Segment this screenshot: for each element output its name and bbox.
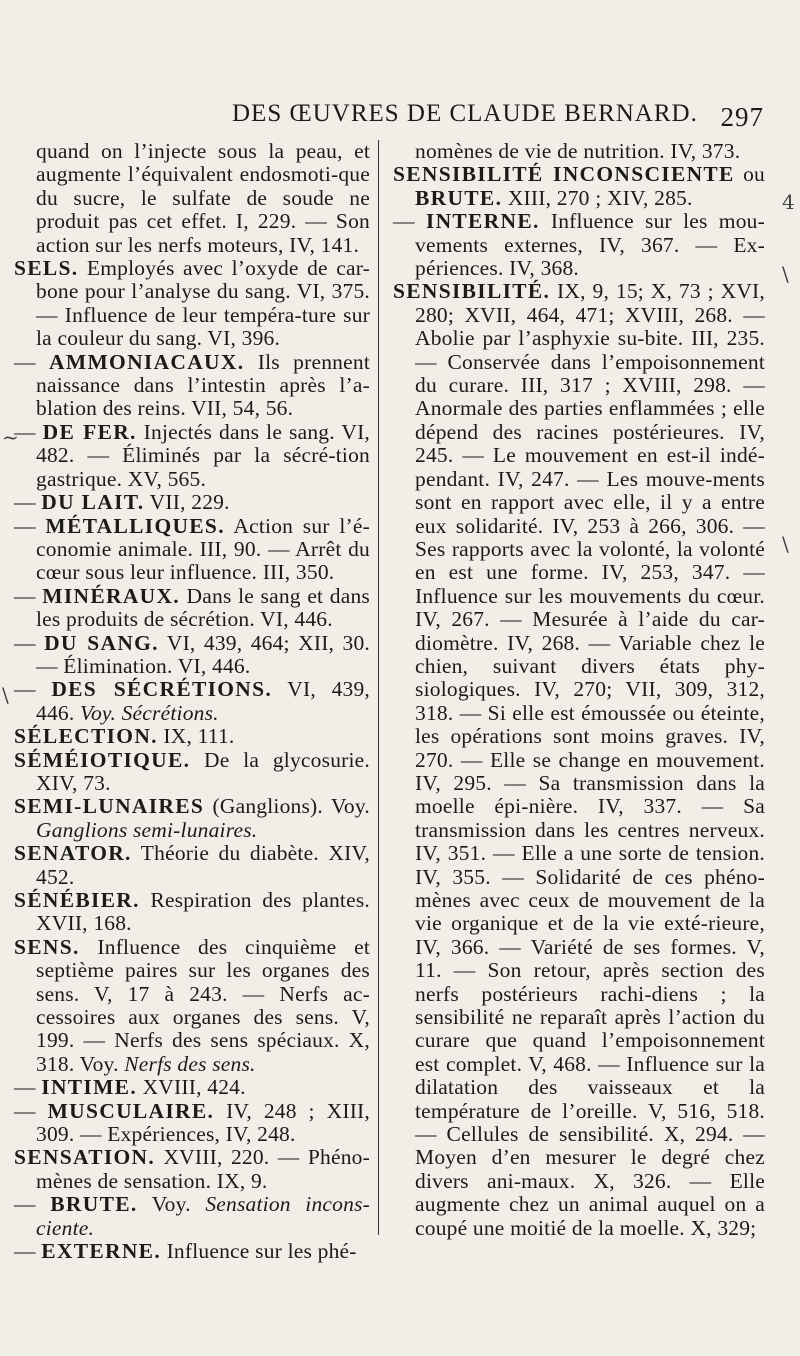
entry-dash: — bbox=[14, 677, 52, 702]
index-entry bbox=[393, 210, 765, 280]
entry-dash: — bbox=[14, 1239, 42, 1264]
index-entry bbox=[14, 842, 370, 889]
entry-text: IX, 111. bbox=[157, 724, 235, 749]
entry-text: XIII, 270 ; XIV, 285. bbox=[502, 185, 693, 210]
entry-heading: BRUTE. bbox=[415, 185, 503, 210]
entry-heading: SÉNÉBIER. bbox=[14, 888, 140, 912]
entry-dash: — bbox=[14, 419, 43, 444]
entry-text: Employés avec l’oxyde de car-bone pour l’analyse du sang. VI, 375. — Influence de leur tempéra-ture sur la couleur du sang. VI, 396. bbox=[36, 256, 370, 351]
entry-text: Respiration des plantes. XVII, 168. bbox=[36, 888, 370, 936]
right-column bbox=[393, 140, 765, 1240]
entry-text: Voy. bbox=[137, 1192, 206, 1217]
margin-mark-right-mid1: \ bbox=[782, 262, 789, 286]
index-entry bbox=[14, 678, 370, 725]
index-entry bbox=[14, 936, 370, 1076]
entry-text: Théorie du diabète. XIV, 452. bbox=[36, 841, 370, 889]
index-entry bbox=[14, 140, 370, 257]
entry-heading: SENATOR. bbox=[14, 841, 132, 866]
left-column bbox=[14, 140, 370, 1264]
entry-text: Injectés dans le sang. VI, 482. — Éliminés par la sécré-tion gastrique. XV, 565. bbox=[36, 419, 371, 491]
entry-text: nomènes de vie de nutrition. IV, 373. bbox=[415, 139, 741, 163]
entry-dash: — bbox=[14, 583, 43, 608]
entry-text: Influence des cinquième et septième paires sur les organes des sens. V, 17 à 243. — Nerfs ac-cessoires aux organes des sens. V, 199. — Nerfs des sens spéciaux. X, 318. Voy. bbox=[36, 934, 370, 1076]
entry-text: Ils prennent naissance dans l’intestin après l’a-blation des reins. VII, 54, 56. bbox=[36, 349, 370, 421]
index-entry bbox=[14, 749, 370, 796]
margin-mark-right-mid2: \ bbox=[782, 532, 789, 556]
margin-mark-selection: ~ bbox=[2, 425, 19, 449]
index-entry bbox=[14, 725, 370, 748]
index-entry bbox=[14, 1100, 370, 1147]
index-entry bbox=[14, 585, 370, 632]
entry-heading: SENSIBILITÉ. bbox=[393, 279, 551, 304]
index-entry bbox=[14, 889, 370, 936]
entry-reference: Nerfs des sens. bbox=[124, 1051, 256, 1076]
entry-heading: MUSCULAIRE. bbox=[47, 1098, 215, 1123]
entry-heading: SEMI-LUNAIRES bbox=[14, 794, 205, 819]
entry-heading: AMMONIACAUX. bbox=[49, 349, 245, 374]
page-number: 297 bbox=[720, 102, 764, 132]
running-title: DES ŒUVRES DE CLAUDE BERNARD. bbox=[232, 100, 698, 127]
entry-heading: DES SÉCRÉTIONS. bbox=[51, 677, 273, 702]
entry-text: De la glycosurie. XIV, 73. bbox=[36, 747, 370, 795]
entry-dash: — bbox=[14, 513, 46, 538]
index-entry bbox=[393, 280, 765, 1240]
entry-reference: Ganglions semi-lunaires. bbox=[36, 817, 258, 842]
entry-heading: SENS. bbox=[14, 934, 80, 959]
entry-heading: INTIME. bbox=[41, 1075, 137, 1100]
entry-heading: MINÉRAUX. bbox=[42, 583, 180, 608]
index-entry bbox=[14, 421, 370, 491]
entry-heading: SENSIBILITÉ INCONSCIENTE bbox=[393, 162, 735, 187]
entry-text: Dans le sang et dans les produits de sécrétion. VI, 446. bbox=[36, 583, 370, 632]
index-entry bbox=[14, 491, 370, 514]
column-divider bbox=[378, 140, 379, 1235]
index-entry bbox=[14, 1146, 370, 1193]
running-header bbox=[232, 100, 764, 132]
entry-text: VI, 439, 446. bbox=[36, 677, 370, 725]
entry-text: XVIII, 220. — Phéno-mènes de sensation. IX, 9. bbox=[36, 1145, 370, 1193]
index-entry bbox=[14, 1076, 370, 1099]
margin-mark-sens: \ bbox=[2, 683, 9, 707]
entry-text: IX, 9, 15; X, 73 ; XVI, 280; XVII, 464, 471; XVIII, 268. — Abolie par l’asphyxie su-bite. III, 235. — Conservée dans l’empoisonnement du curare. III, 317 ; XVIII, 298. — Anormale des parties enflammées ; elle dépend des racines postérieures. IV, 245. — Le mouvement en est-il indé-pendant. IV, 247. — Les mouve-ments sont en rapport avec elle, il y a entre eux solidarité. IV, 253 à 266, 306. — Ses rapports avec la volonté, la volonté en est une forme. IV, 253, 347. — Influence sur les mouvements du cœur. IV, 267. — Mesurée à l’aide du car-diomètre. IV, 268. — Variable chez le chien, suivant divers états phy-siologiques. IV, 270; VII, 309, 312, 318. — Si elle est émoussée ou éteinte, les opérations sont moins graves. IV, 270. — Elle se change en mouvement. IV, 295. — Sa transmission dans la moelle épi-nière. IV, 337. — Sa transmission dans les centres nerveux. IV, 351. — Elle a une sorte de tension. IV, 355. — Solidarité de ces phéno-mènes avec ceux de mouvement de la vie organique et de la vie exté-rieure, IV, 366. — Variété de ses formes. V, 11. — Son retour, après section des nerfs postérieurs rachi-diens ; la sensibilité ne reparaît après l’action du curare que quand l’empoisonnement est complet. V, 468. — Influence sur la dilatation des vaisseaux et la température de l’oreille. V, 516, 518. — Cellules de sensibilité. X, 294. — Moyen d’en mesurer le degré chez divers ani-maux. X, 326. — Elle augmente chez un animal auquel on a coupé une moitié de la moelle. X, 329; bbox=[415, 279, 765, 1240]
entry-heading: DU LAIT. bbox=[41, 490, 145, 515]
entry-dash: — bbox=[14, 1192, 51, 1217]
entry-heading: SÉLECTION. bbox=[14, 724, 158, 749]
entry-dash: — bbox=[14, 630, 45, 655]
entry-dash: — bbox=[14, 490, 42, 515]
index-entry bbox=[14, 1193, 370, 1240]
entry-heading: INTERNE. bbox=[425, 209, 540, 234]
index-entry bbox=[393, 140, 765, 163]
entry-text: Influence sur les mou-vements externes, IV, 367. — Ex-périences. IV, 368. bbox=[415, 209, 765, 281]
margin-mark-right-top: 4 bbox=[782, 190, 795, 214]
index-entry bbox=[14, 632, 370, 679]
entry-text: Influence sur les phé- bbox=[161, 1239, 357, 1264]
entry-heading: DE FER. bbox=[42, 419, 137, 444]
index-entry bbox=[393, 163, 765, 210]
entry-heading: BRUTE. bbox=[50, 1192, 138, 1217]
entry-text: (Ganglions). Voy. bbox=[204, 794, 370, 819]
index-entry bbox=[14, 1240, 370, 1263]
entry-text: IV, 248 ; XIII, 309. — Expériences, IV, 248. bbox=[36, 1098, 370, 1147]
entry-heading: SELS. bbox=[14, 256, 79, 281]
index-entry bbox=[14, 795, 370, 842]
index-entry bbox=[14, 515, 370, 585]
index-entry bbox=[14, 257, 370, 351]
index-entry bbox=[14, 351, 370, 421]
entry-dash: — bbox=[393, 209, 426, 234]
entry-reference: Sensation incons-ciente. bbox=[36, 1192, 370, 1240]
entry-text: XVIII, 424. bbox=[137, 1075, 246, 1100]
entry-heading: DU SANG. bbox=[44, 630, 159, 655]
entry-heading: MÉTALLIQUES. bbox=[45, 513, 225, 538]
entry-dash: — bbox=[14, 1098, 48, 1123]
entry-text: ou bbox=[734, 162, 765, 187]
entry-text: VI, 439, 464; XII, 30. — Élimination. VI, 446. bbox=[36, 630, 370, 678]
entry-heading: SENSATION. bbox=[14, 1145, 156, 1170]
entry-text: Action sur l’é-conomie animale. III, 90. — Arrêt du cœur sous leur influence. III, 350. bbox=[36, 513, 370, 585]
entry-dash: — bbox=[14, 349, 50, 374]
entry-heading: SÉMÉIOTIQUE. bbox=[14, 747, 191, 772]
entry-dash: — bbox=[14, 1075, 42, 1100]
entry-text: quand on l’injecte sous la peau, et augmente l’équivalent endosmoti-que du sucre, le sulfate de soude ne produit pas cet effet. I, 229. — Son action sur les nerfs moteurs, IV, 141. bbox=[36, 139, 370, 257]
entry-reference: Voy. Sécrétions. bbox=[80, 700, 219, 725]
entry-heading: EXTERNE. bbox=[41, 1239, 161, 1264]
entry-text: VII, 229. bbox=[144, 490, 230, 515]
